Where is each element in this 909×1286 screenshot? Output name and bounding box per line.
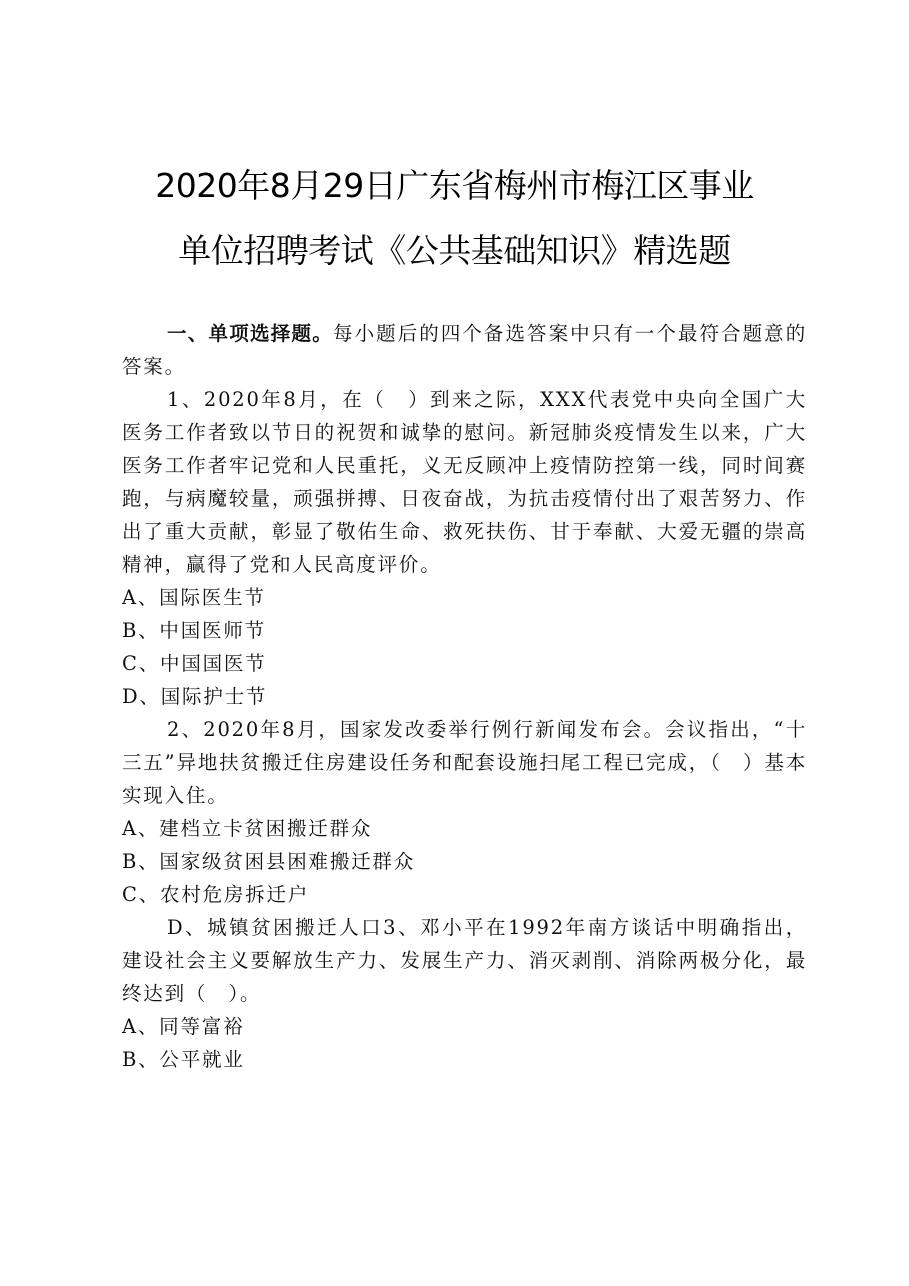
section-heading: 一、单项选择题。 bbox=[167, 322, 334, 345]
question-1-option-a: A、国际医生节 bbox=[122, 586, 266, 609]
document-title-line-2: 单位招聘考试《公共基础知识》精选题 bbox=[178, 231, 731, 270]
question-2-stem: 2、2020年8月，国家发改委举行例行新闻发布会。会议指出，“十三五”异地扶贫搬迁住房建设任务和配套设施扫尾工程已完成，（ ）基本实现入住。 bbox=[122, 718, 807, 807]
question-3-stem: D、城镇贫困搬迁人口3、邓小平在1992年南方谈话中明确指出，建设社会主义要解放生产力、发展生产力、消灭剥削、消除两极分化，最终达到（ ）。 bbox=[122, 916, 807, 1005]
document-body bbox=[122, 317, 807, 1076]
question-1-option-d: D、国际护士节 bbox=[122, 685, 268, 708]
question-1-option-b: B、中国医师节 bbox=[122, 619, 266, 642]
question-3-option-a: A、同等富裕 bbox=[122, 1015, 245, 1038]
question-2-option-a: A、建档立卡贫困搬迁群众 bbox=[122, 817, 373, 840]
question-1-option-c: C、中国国医节 bbox=[122, 652, 267, 675]
question-3-option-b: B、公平就业 bbox=[122, 1048, 245, 1071]
document-title-line-1: 2020年8月29日广东省梅州市梅江区事业 bbox=[155, 166, 754, 205]
section-intro-text: 每小题后的四个备选答案中只有一个最符合题意的答案。 bbox=[122, 322, 807, 378]
section-intro bbox=[122, 317, 807, 383]
question-1-stem: 1、2020年8月，在（ ）到来之际，XXX代表党中央向全国广大医务工作者致以节日的祝贺和诚挚的慰问。新冠肺炎疫情发生以来，广大医务工作者牢记党和人民重托，义无反顾冲上疫情防控第一线，同时间赛跑，与病魔较量，顽强拼搏、日夜奋战，为抗击疫情付出了艰苦努力、作出了重大贡献，彰显了敬佑生命、救死扶伤、甘于奉献、大爱无疆的崇高精神，赢得了党和人民高度评价。 bbox=[122, 388, 807, 576]
question-2-option-b: B、国家级贫困县困难搬迁群众 bbox=[122, 850, 416, 873]
question-2-option-c: C、农村危房拆迁户 bbox=[122, 883, 310, 906]
